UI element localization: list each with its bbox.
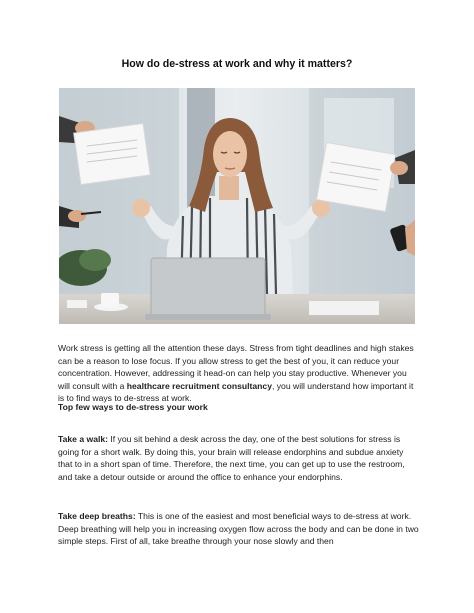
tip-lead-walk: Take a walk:	[58, 434, 108, 444]
tip-text-walk: If you sit behind a desk across the day, one of the best solutions for stress is going for a short walk. By doing this, your brain will release endorphins and subdue anxiety that to in a short span of time. Therefore, the next time, you can get up to use the restroom, and take a detour outside or around the office to enhance your endorphins.	[58, 434, 405, 482]
tip-paragraph-walk	[58, 433, 420, 483]
tip-text-breaths: This is one of the easiest and most beneficial ways to de-stress at work. Deep breathing will help you in increasing oxygen flow across the body and can be done in two simple steps. First of all, take breathe through your nose slowly and then	[58, 511, 419, 547]
tip-paragraph-breaths	[58, 510, 420, 548]
hero-image	[59, 88, 415, 324]
tip-lead-breaths: Take deep breaths:	[58, 511, 136, 521]
intro-paragraph	[58, 342, 420, 405]
healthcare-recruitment-link[interactable]: healthcare recruitment consultancy	[126, 380, 272, 391]
page-title: How do de-stress at work and why it matters?	[121, 58, 353, 70]
intro-text-after: , you will understand how important it is to find ways to de-stress at work.	[58, 380, 414, 404]
section-heading: Top few ways to de-stress your work	[58, 402, 208, 412]
intro-text-before: Work stress is getting all the attention these days. Stress from tight deadlines and high stakes can be a reason to lose focus. If you allow stress to get the best of you, it can reduce your concentration. However, addressing it head-on can help you stay productive. Whenever you will consult with a	[58, 343, 414, 391]
